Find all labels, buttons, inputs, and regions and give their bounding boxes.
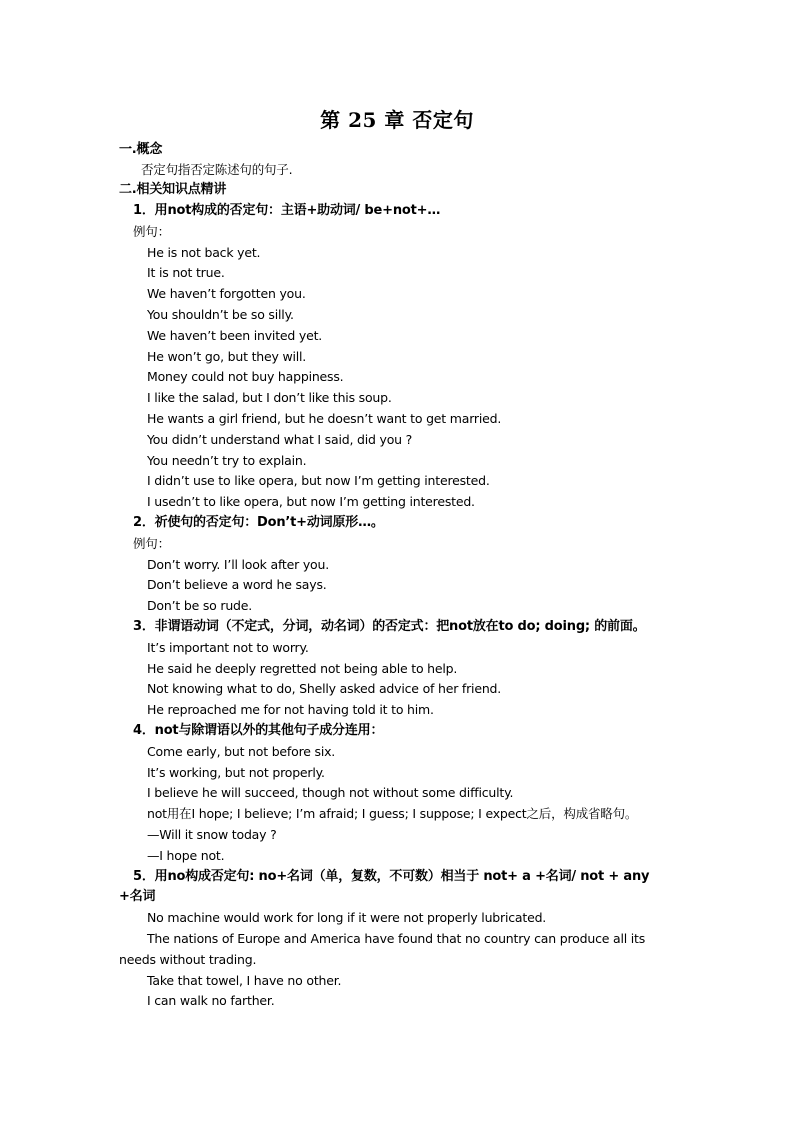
example-sentence: It’s important not to worry.: [147, 640, 309, 655]
example-sentence: Money could not buy happiness.: [147, 369, 344, 384]
subsection-heading: 4．not与除谓语以外的其他句子成分连用：: [133, 723, 384, 738]
example-sentence: I like the salad, but I don’t like this soup.: [147, 390, 392, 405]
example-sentence: I believe he will succeed, though not without some difficulty.: [147, 785, 514, 800]
example-sentence: Don’t worry. I’ll look after you.: [147, 557, 329, 572]
note-text: not用在I hope; I believe; I’m afraid; I guess; I suppose; I expect之后，构成省略句。: [147, 806, 638, 821]
subsection-heading-continued: +名词: [119, 889, 156, 904]
example-sentence: The nations of Europe and America have found that no country can produce all its: [147, 931, 646, 946]
section-heading: 一.概念: [119, 142, 163, 157]
example-sentence: He won’t go, but they will.: [147, 349, 307, 364]
example-sentence: We haven’t forgotten you.: [147, 286, 306, 301]
example-sentence: He wants a girl friend, but he doesn’t want to get married.: [147, 411, 502, 426]
subsection-heading: 2．祈使句的否定句：Don’t+动词原形…。: [133, 515, 384, 530]
example-sentence: He is not back yet.: [147, 245, 261, 260]
example-sentence: I can walk no farther.: [147, 993, 275, 1008]
example-sentence: Don’t believe a word he says.: [147, 577, 327, 592]
subsection-heading: 1．用not构成的否定句：主语+助动词/ be+not+…: [133, 203, 441, 218]
example-sentence: We haven’t been invited yet.: [147, 328, 323, 343]
dialog-line: —Will it snow today ?: [147, 827, 277, 842]
example-sentence: You needn’t try to explain.: [147, 453, 307, 468]
subsection-heading: 5．用no构成否定句: no+名词（单，复数，不可数）相当于 not+ a +名词/ not + any: [133, 869, 650, 884]
example-sentence: No machine would work for long if it were not properly lubricated.: [147, 910, 547, 925]
example-sentence: Come early, but not before six.: [147, 744, 336, 759]
example-sentence: It’s working, but not properly.: [147, 765, 325, 780]
example-label: 例句：: [133, 224, 170, 239]
chapter-title: 第 25 章 否定句: [320, 108, 474, 132]
example-sentence: He said he deeply regretted not being able to help.: [147, 661, 458, 676]
example-label: 例句：: [133, 536, 170, 551]
example-sentence: It is not true.: [147, 265, 225, 280]
example-sentence-continued: needs without trading.: [119, 952, 257, 967]
example-sentence: I didn’t use to like opera, but now I’m getting interested.: [147, 473, 490, 488]
example-sentence: You didn’t understand what I said, did you ?: [147, 432, 413, 447]
subsection-heading: 3．非谓语动词（不定式，分词，动名词）的否定式：把not放在to do; doing; 的前面。: [133, 619, 646, 634]
definition-text: 否定句指否定陈述句的句子.: [141, 162, 293, 177]
example-sentence: I usedn’t to like opera, but now I’m getting interested.: [147, 494, 475, 509]
example-sentence: You shouldn’t be so silly.: [147, 307, 294, 322]
example-sentence: Don’t be so rude.: [147, 598, 253, 613]
section-heading: 二.相关知识点精讲: [119, 182, 227, 197]
example-sentence: Take that towel, I have no other.: [147, 973, 342, 988]
dialog-line: —I hope not.: [147, 848, 225, 863]
example-sentence: Not knowing what to do, Shelly asked advice of her friend.: [147, 681, 502, 696]
example-sentence: He reproached me for not having told it to him.: [147, 702, 434, 717]
